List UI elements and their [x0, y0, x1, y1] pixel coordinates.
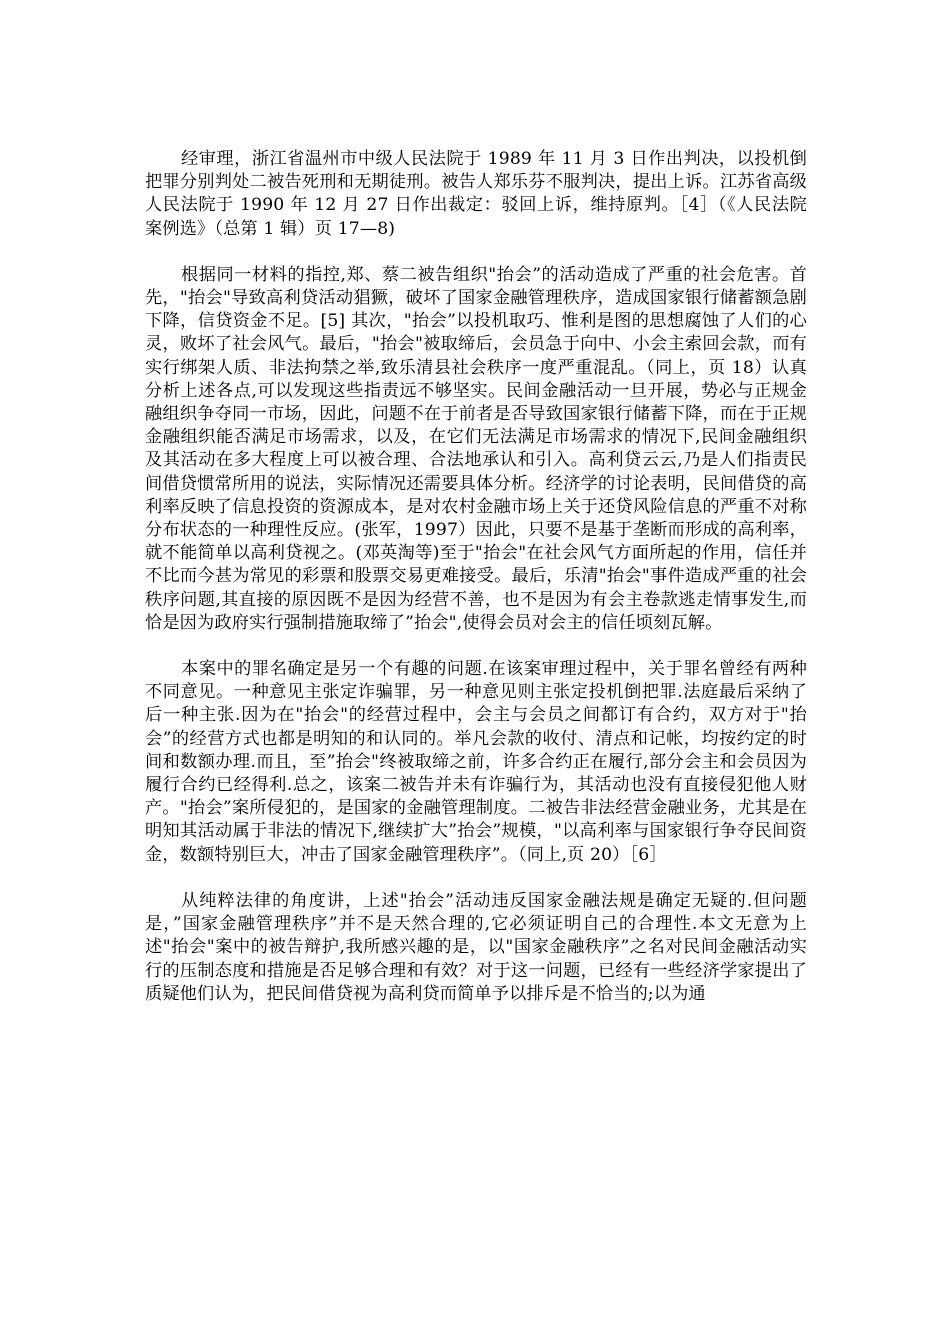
paragraph-charge-determination: 本案中的罪名确定是另一个有趣的问题.在该案审理过程中，关于罪名曾经有两种不同意见。一种意见主张定诈骗罪，另一种意见则主张定投机倒把罪.法庭最后采纳了后一种主张.因为在"抬会"的经营过程中，会主与会员之间都订有合约，双方对于"抬会”的经营方式也都是明知的和认同的。举凡会款的收付、清点和记帐，均按约定的时间和数额办理.而且，至”抬会"终被取缔之前，许多合约正在履行,部分会主和会员因为履行合约已经得利.总之，该案二被告并未有诈骗行为，其活动也没有直接侵犯他人财产。"抬会”案所侵犯的，是国家的金融管理制度。二被告非法经营金融业务，尤其是在明知其活动属于非法的情况下,继续扩大”抬会”规模，"以高利率与国家银行争夺民间资金，数额特别巨大，冲击了国家金融管理秩序”。（同上,页 20）［6］ — [145, 659, 807, 865]
paragraph-social-harm: 根据同一材料的指控,郑、蔡二被告组织"抬会”的活动造成了严重的社会危害。首先，"抬会"导致高利贷活动猖獗，破坏了国家金融管理秩序，造成国家银行储蓄额急剧下降，信贷资金不足。[5] 其次，"抬会”以投机取巧、惟利是图的思想腐蚀了人们的心灵，败坏了社会风气。最后，"抬会"被取缔后，会员急于向中、小会主索回会款，而有实行绑架人质、非法拘禁之举,致乐清县社会秩序一度严重混乱。（同上，页 18）认真分析上述各点,可以发现这些指责远不够坚实。民间金融活动一旦开展，势必与正规金融组织争夺同一市场，因此，问题不在于前者是否导致国家银行储蓄下降，而在于正规金融组织能否满足市场需求，以及，在它们无法满足市场需求的情况下,民间金融组织及其活动在多大程度上可以被合理、合法地承认和引入。高利贷云云,乃是人们指责民间借贷惯常所用的说法，实际情况还需要具体分析。经济学的讨论表明，民间借贷的高利率反映了信息投资的资源成本，是对农村金融市场上关于还贷风险信息的严重不对称分布状态的一种理性反应。(张军，1997）因此，只要不是基于垄断而形成的高利率，就不能简单以高利贷视之。(邓英淘等)至于"抬会"在社会风气方面所起的作用，信任并不比而今甚为常见的彩票和股票交易更难接受。最后，乐清"抬会"事件造成严重的社会秩序问题,其直接的原因既不是因为经营不善，也不是因为有会主卷款逃走情事发生,而恰是因为政府实行强制措施取缔了”抬会",使得会员对会主的信任顷刻瓦解。 — [145, 264, 807, 633]
document-body — [145, 148, 807, 1029]
paragraph-legal-perspective: 从纯粹法律的角度讲，上述"抬会”活动违反国家金融法规是确定无疑的.但问题是，”国家金融管理秩序”并不是天然合理的,它必须证明自己的合理性.本文无意为上述"抬会"案中的被告辩护,我所感兴趣的是，以"国家金融秩序”之名对民间金融活动实行的压制态度和措施是否足够合理和有效？对于这一问题，已经有一些经济学家提出了质疑他们认为，把民间借贷视为高利贷而简单予以排斥是不恰当的;以为通 — [145, 890, 807, 1004]
paragraph-verdict: 经审理，浙江省温州市中级人民法院于 1989 年 11 月 3 日作出判决，以投机倒把罪分别判处二被告死刑和无期徒刑。被告人郑乐芬不服判决，提出上诉。江苏省高级人民法院于 1990 年 12 月 27 日作出裁定：驳回上诉，维持原判。［4］（《人民法院案例选》（总第 1 辑）页 17—8) — [145, 149, 807, 239]
